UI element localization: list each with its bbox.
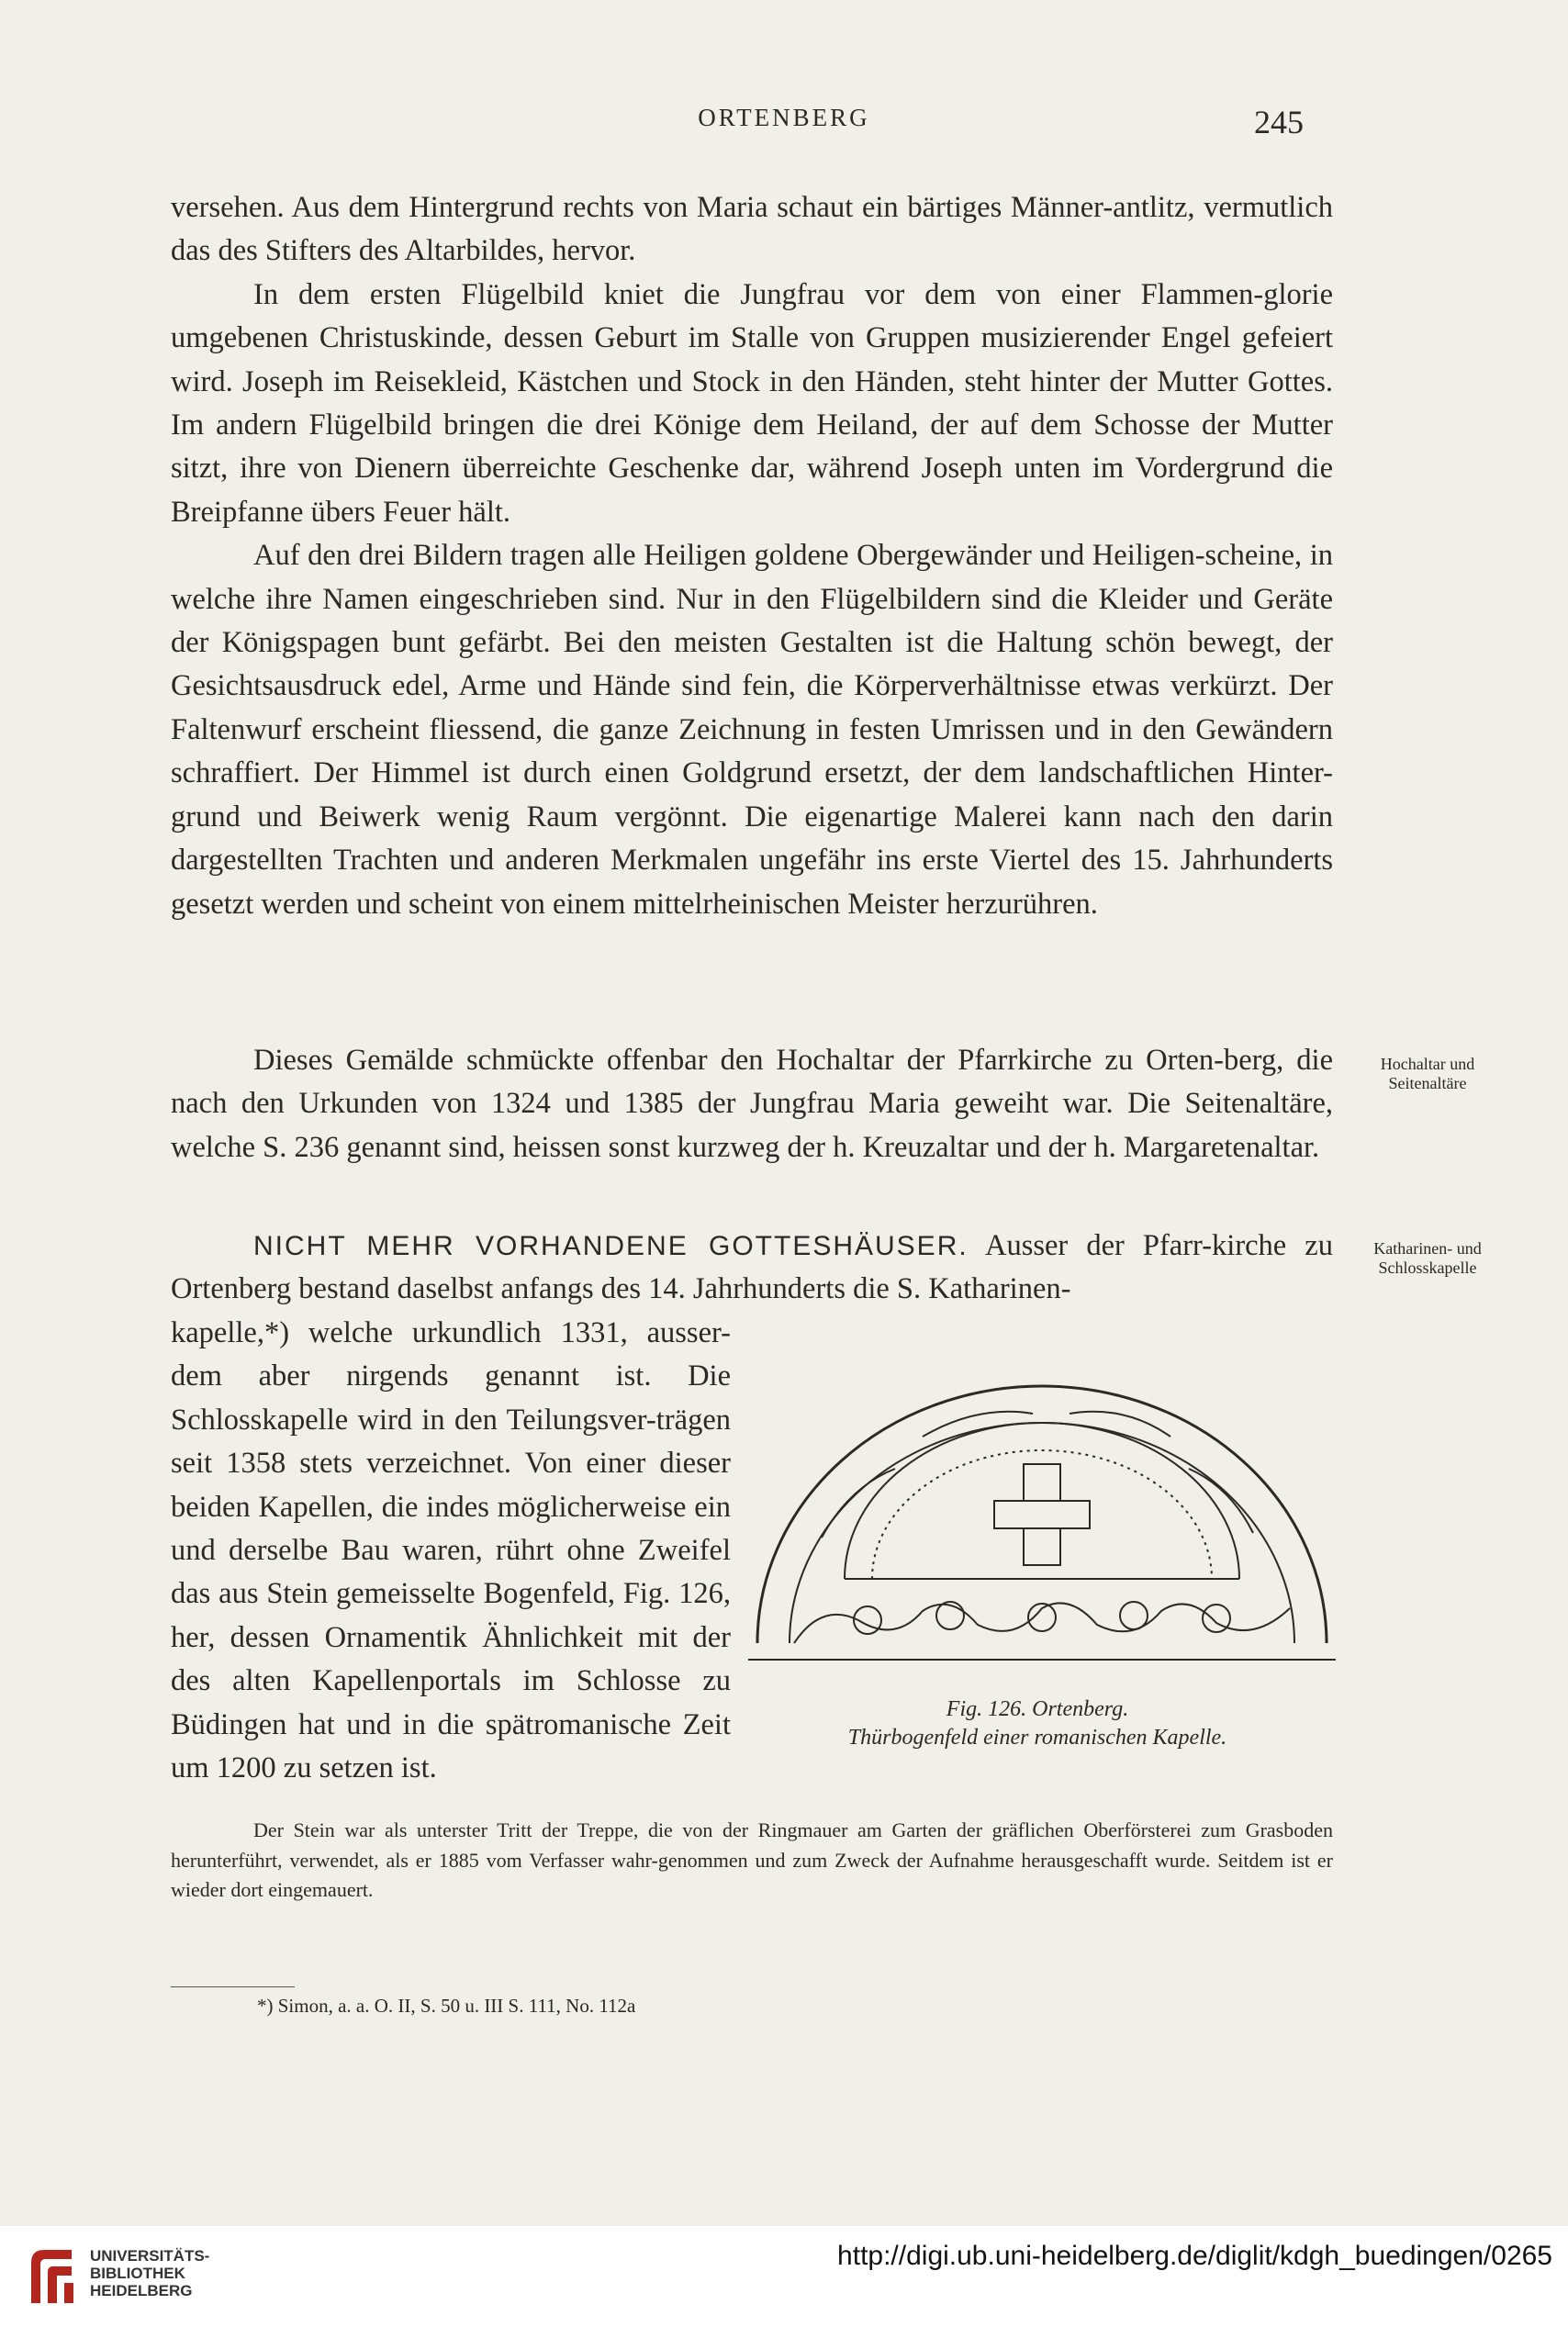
body-text-middle xyxy=(171,1039,1333,1169)
paragraph-1: versehen. Aus dem Hintergrund rechts von Maria schaut ein bärtiges Männer-antlitz, vermutlich das des Stifters des Altarbildes, hervor. xyxy=(171,191,1333,268)
library-footer xyxy=(0,2226,1568,2338)
page-number: 245 xyxy=(1254,104,1304,140)
paragraph-3: Auf den drei Bildern tragen alle Heiligen goldene Obergewänder und Heiligen-scheine, in welche ihre Namen eingeschrieben sind. Nur in den Flügelbildern sind die Kleider und Geräte der Königspagen bunt gefärbt. Bei den meisten Gestalten ist die Haltung schön bewegt, der Gesichtsausdruck edel, Arme und Hände sind fein, die Körperverhältnisse etwas verkürzt. Der Faltenwurf erscheint fliessend, die ganze Zeichnung in festen Umrissen und in den Gewändern schraffiert. Der Himmel ist durch einen Goldgrund ersetzt, der dem landschaftlichen Hinter-grund und Beiwerk wenig Raum vergönnt. Die eigenartige Malerei kann nach den darin dargestellten Trachten und anderen Merkmalen ungefähr ins erste Viertel des 15. Jahrhunderts gesetzt werden und scheint von einem mittelrheinischen Meister herzurühren. xyxy=(171,539,1333,921)
paragraph-2: In dem ersten Flügelbild kniet die Jungfrau vor dem von einer Flammen-glorie umgebenen Christuskinde, dessen Geburt im Stalle von Gruppen musizierender Engel gefeiert wird. Joseph im Reisekleid, Kästchen und Stock in den Händen, steht hinter der Mutter Gottes. Im andern Flügelbild bringen die drei Könige dem Heiland, der auf dem Schosse der Mutter sitzt, ihre von Dienern überreichte Geschenke dar, während Joseph unten im Vordergrund die Breipfanne übers Feuer hält. xyxy=(171,277,1333,529)
running-header: ORTENBERG xyxy=(698,104,870,131)
footnote: *) Simon, a. a. O. II, S. 50 u. III S. 111, No. 112a xyxy=(257,1995,636,2017)
column-text: kapelle,*) welche urkundlich 1331, ausser-dem aber nirgends genannt ist. Die Schlosskapelle wird in den Teilungsver-trägen seit 1358 stets verzeichnet. Von einer dieser beiden Kapellen, die indes möglicherweise ein und derselbe Bau waren, rührt ohne Zweifel das aus Stein gemeisselte Bogenfeld, Fig. 126, her, dessen Ornamentik Ähnlichkeit mit der des alten Kapellenportals im Schlosse zu Büdingen hat und in die spätromanische Zeit um 1200 zu setzen ist. xyxy=(171,1316,731,1785)
library-logo-text xyxy=(90,2247,209,2299)
logo-line-2: BIBLIOTHEK xyxy=(90,2265,185,2282)
paragraph-4: Dieses Gemälde schmückte offenbar den Hochaltar der Pfarrkirche zu Orten-berg, die nach den Urkunden von 1324 und 1385 der Jungfrau Maria geweiht war. Die Seitenaltäre, welche S. 236 genannt sind, heissen sonst kurzweg der h. Kreuzaltar und der h. Margaretenaltar. xyxy=(171,1044,1333,1164)
section-heading-continuation: Ausser der Pfarr-kirche zu Ortenberg bestand daselbst anfangs des 14. Jahrhunderts die S. Katharinen- xyxy=(171,1229,1333,1306)
small-print-paragraph: Der Stein war als unterster Tritt der Treppe, die von der Ringmauer am Garten der gräflichen Oberförsterei zum Grasboden herunterführt, verwendet, als er 1885 vom Verfasser wahr-genommen und zum Zweck der Aufnahme herausgeschafft wurde. Seitdem ist er wieder dort eingemauert. xyxy=(171,1818,1333,1901)
body-text-top xyxy=(171,186,1333,926)
footnote-rule xyxy=(171,1986,295,1987)
figure-caption-title: Fig. 126. Ortenberg. xyxy=(946,1697,1129,1721)
margin-note-kapelle: Katharinen- und Schlosskapelle xyxy=(1373,1239,1482,1277)
section-heading: NICHT MEHR VORHANDENE GOTTESHÄUSER. xyxy=(253,1231,969,1261)
library-logo-icon xyxy=(26,2244,79,2307)
tympanum-figure xyxy=(739,1368,1340,1671)
logo-line-3: HEIDELBERG xyxy=(90,2282,193,2299)
margin-note-hochaltar: Hochaltar und Seitenaltäre xyxy=(1380,1055,1475,1092)
document-url-link[interactable]: http://digi.ub.uni-heidelberg.de/diglit/kdgh_buedingen/0265 xyxy=(837,2241,1552,2271)
logo-line-1: UNIVERSITÄTS- xyxy=(90,2247,210,2265)
section-heading-paragraph xyxy=(171,1225,1333,1312)
figure-caption-description: Thürbogenfeld einer romanischen Kapelle. xyxy=(847,1726,1227,1750)
